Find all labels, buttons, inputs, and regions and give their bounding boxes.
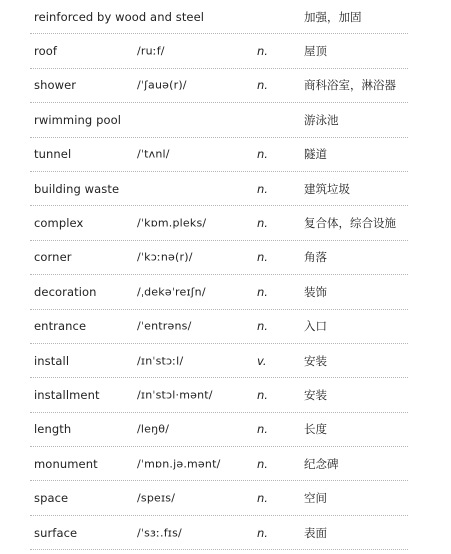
vocab-word: shower xyxy=(34,78,77,93)
vocab-word: corner xyxy=(34,250,72,265)
vocabulary-list xyxy=(30,0,408,550)
vocab-row xyxy=(30,0,408,34)
vocab-meaning: 屋顶 xyxy=(304,44,327,59)
vocab-phonetic: /ˈkɒm.pleks/ xyxy=(137,216,207,230)
vocab-part-of-speech: n. xyxy=(257,491,268,506)
vocab-phonetic: /ˈentrəns/ xyxy=(137,319,192,333)
vocab-word: complex xyxy=(34,216,84,231)
vocab-part-of-speech: n. xyxy=(257,456,268,471)
vocab-phonetic: /ˈkɔːnə(r)/ xyxy=(137,250,193,264)
vocab-row xyxy=(30,103,408,137)
vocab-part-of-speech: n. xyxy=(257,387,268,402)
vocab-part-of-speech: n. xyxy=(257,319,268,334)
vocab-phonetic: /ˈʃauə(r)/ xyxy=(137,78,187,92)
vocab-row xyxy=(30,241,408,275)
vocab-phonetic: /ˈsɜː.fɪs/ xyxy=(137,526,182,540)
vocab-phonetic: /leŋθ/ xyxy=(137,422,170,436)
vocab-row xyxy=(30,275,408,309)
vocab-meaning: 商科浴室，淋浴器 xyxy=(304,78,396,93)
vocab-meaning: 加强，加固 xyxy=(304,9,362,24)
vocab-meaning: 隧道 xyxy=(304,147,327,162)
vocab-part-of-speech: n. xyxy=(257,147,268,162)
vocab-part-of-speech: v. xyxy=(257,353,267,368)
vocab-row xyxy=(30,413,408,447)
vocab-row xyxy=(30,34,408,68)
vocab-row xyxy=(30,310,408,344)
vocab-word: install xyxy=(34,353,70,368)
vocab-row xyxy=(30,69,408,103)
vocab-meaning: 安装 xyxy=(304,387,327,402)
vocab-part-of-speech: n. xyxy=(257,78,268,93)
vocab-row xyxy=(30,138,408,172)
vocab-row xyxy=(30,378,408,412)
vocab-phonetic: /ɪnˈstɔl·mənt/ xyxy=(137,388,213,402)
vocab-part-of-speech: n. xyxy=(257,422,268,437)
vocab-word: building waste xyxy=(34,181,120,196)
vocab-word: reinforced by wood and steel xyxy=(34,9,205,24)
vocab-row xyxy=(30,447,408,481)
vocab-meaning: 装饰 xyxy=(304,284,327,299)
vocab-word: decoration xyxy=(34,284,97,299)
vocab-word: installment xyxy=(34,387,100,402)
vocab-part-of-speech: n. xyxy=(257,181,268,196)
vocab-word: roof xyxy=(34,44,57,59)
vocab-word: length xyxy=(34,422,72,437)
vocab-meaning: 空间 xyxy=(304,491,327,506)
vocab-meaning: 纪念碑 xyxy=(304,456,339,471)
vocab-word: surface xyxy=(34,525,78,540)
vocab-row xyxy=(30,206,408,240)
vocab-part-of-speech: n. xyxy=(257,250,268,265)
vocab-phonetic: /ˈmɒn.jə.mənt/ xyxy=(137,457,221,471)
vocab-part-of-speech: n. xyxy=(257,525,268,540)
vocab-meaning: 游泳池 xyxy=(304,112,339,127)
vocab-word: monument xyxy=(34,456,98,471)
vocab-word: space xyxy=(34,491,69,506)
vocab-word: rwimming pool xyxy=(34,112,122,127)
vocab-meaning: 角落 xyxy=(304,250,327,265)
vocab-part-of-speech: n. xyxy=(257,44,268,59)
vocab-word: entrance xyxy=(34,319,87,334)
vocab-row xyxy=(30,172,408,206)
vocab-row xyxy=(30,344,408,378)
vocab-meaning: 长度 xyxy=(304,422,327,437)
vocab-meaning: 安装 xyxy=(304,353,327,368)
vocab-phonetic: /ruːf/ xyxy=(137,44,165,58)
vocab-meaning: 建筑垃圾 xyxy=(304,181,350,196)
vocab-meaning: 表面 xyxy=(304,525,327,540)
vocab-meaning: 入口 xyxy=(304,319,327,334)
vocab-part-of-speech: n. xyxy=(257,284,268,299)
vocab-part-of-speech: n. xyxy=(257,216,268,231)
vocab-phonetic: /ɪnˈstɔːl/ xyxy=(137,354,184,368)
vocab-phonetic: /ˌdekəˈreɪʃn/ xyxy=(137,285,206,299)
vocab-meaning: 复合体，综合设施 xyxy=(304,216,396,231)
vocab-phonetic: /speɪs/ xyxy=(137,491,176,505)
vocab-row xyxy=(30,516,408,550)
vocab-word: tunnel xyxy=(34,147,72,162)
vocab-row xyxy=(30,481,408,515)
vocab-phonetic: /ˈtʌnl/ xyxy=(137,147,170,161)
